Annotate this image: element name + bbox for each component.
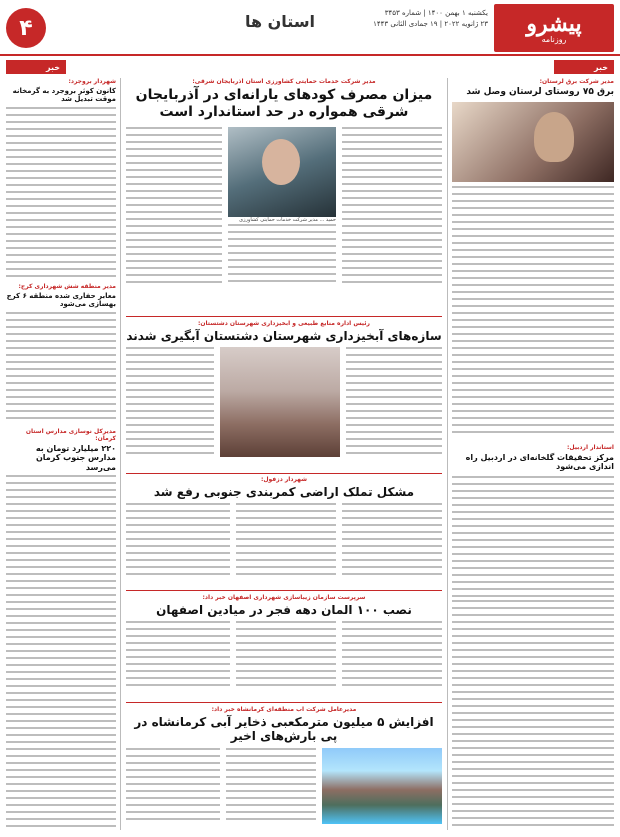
column-divider-left xyxy=(120,78,121,830)
lead-body-col1 xyxy=(342,127,442,287)
logo-subtitle: روزنامه xyxy=(541,34,567,44)
story-kermanshah xyxy=(126,706,442,832)
mid2-body-col3 xyxy=(126,503,230,578)
story-isfahan xyxy=(126,594,442,699)
mid3-body-col3 xyxy=(126,621,230,691)
dateline-line2: ۲۳ ژانویه ۲۰۲۲ | ۱۹ جمادی الثانی ۱۴۴۳ xyxy=(373,20,488,28)
strip-right-label: خبر xyxy=(593,62,608,72)
section-title: استان ها xyxy=(244,12,316,31)
lead-photo-face xyxy=(262,139,300,185)
lead-body-col3 xyxy=(126,127,222,287)
strip-left-label: خبر xyxy=(45,62,60,72)
left-a-headline[interactable]: کانون کوثر بروجرد به گرمخانه موقت تبدیل شد xyxy=(12,87,116,104)
mid3-body-col2 xyxy=(236,621,336,691)
lead-kicker: مدیر شرکت خدمات حمایتی کشاورزی استان آذربایجان شرقی: xyxy=(192,78,376,85)
page-number: ۴ xyxy=(6,8,46,48)
left-b-kicker: مدیر منطقه شش شهرداری کرج: xyxy=(18,282,116,290)
left-column xyxy=(6,78,116,830)
story-dezful xyxy=(126,476,442,586)
lead-body-col2b xyxy=(228,224,336,286)
divider-2 xyxy=(126,473,442,474)
mid4-body-col3 xyxy=(126,748,220,824)
story-dashtestan xyxy=(126,320,442,470)
mid1-kicker: رئیس اداره منابع طبیعی و آبخیزداری شهرستان دشتستان: xyxy=(198,320,370,327)
right-bottom-body xyxy=(452,600,614,830)
right-top-headline[interactable]: برق ۷۵ روستای لرستان وصل شد xyxy=(466,87,614,97)
page-header xyxy=(0,0,620,56)
mid3-kicker: سرپرست سازمان زیباسازی شهرداری اصفهان خبر داد: xyxy=(202,594,366,601)
left-c-headline[interactable]: ۲۲۰ میلیارد تومان به مدارس جنوب کرمان می‌رسد xyxy=(35,443,116,472)
mid3-headline[interactable]: نصب ۱۰۰ المان دهه فجر در میادین اصفهان xyxy=(156,603,412,617)
mid3-body-col1 xyxy=(342,621,442,691)
left-a-kicker: شهردار بروجرد: xyxy=(68,78,116,85)
mid4-kicker: مدیرعامل شرکت آب منطقه‌ای کرمانشاه خبر داد: xyxy=(211,706,357,713)
column-divider-right xyxy=(447,78,448,830)
left-a-body xyxy=(6,107,116,277)
mid4-photo xyxy=(322,748,442,824)
right-column xyxy=(452,78,614,598)
lead-photo xyxy=(228,127,336,217)
left-c-kicker: مدیرکل نوسازی مدارس استان کرمان: xyxy=(25,427,116,442)
lead-photo-caption: حمید ... مدیر شرکت خدمات حمایتی کشاورزی xyxy=(239,216,336,223)
mid1-body-col1 xyxy=(346,347,442,457)
divider-4 xyxy=(126,702,442,703)
lead-headline[interactable]: میزان مصرف کودهای یارانه‌ای در آذربایجان شرقی همواره در حد استاندارد است xyxy=(135,87,433,120)
left-c-body xyxy=(6,475,116,830)
right-top-kicker: مدیر شرکت برق لرستان: xyxy=(539,78,614,85)
mid4-headline[interactable]: افزایش ۵ میلیون مترمکعبی ذخایر آبی کرمانشاه در پی بارش‌های اخیر xyxy=(134,715,434,744)
news-strip-left xyxy=(6,60,66,74)
divider-3 xyxy=(126,590,442,591)
right-top-body xyxy=(452,186,614,436)
right-mid-body xyxy=(452,476,614,598)
right-mid-headline[interactable]: مرکز تحقیقات گلخانه‌ای در اردبیل راه اندازی می‌شود xyxy=(465,452,614,472)
lead-story xyxy=(126,78,442,313)
mid2-body-col2 xyxy=(236,503,336,578)
news-strip-right xyxy=(554,60,614,74)
divider-1 xyxy=(126,316,442,317)
right-mid-kicker: استاندار اردبیل: xyxy=(566,443,614,451)
mid2-body-col1 xyxy=(342,503,442,578)
masthead-logo[interactable] xyxy=(494,4,614,52)
portrait-face-shape xyxy=(534,112,574,162)
left-b-headline[interactable]: معابر حفاری شده منطقه ۶ کرج بهسازی می‌شود xyxy=(6,291,116,309)
mid1-body-col3 xyxy=(126,347,214,457)
left-b-body xyxy=(6,312,116,422)
dateline xyxy=(373,8,488,30)
mid4-body-col2 xyxy=(226,748,316,824)
mid2-headline[interactable]: مشکل تملک اراضی کمربندی جنوبی رفع شد xyxy=(153,485,415,499)
dateline-line1: یکشنبه ۱ بهمن ۱۴۰۰ | شماره ۳۴۵۳ xyxy=(384,9,488,17)
logo-text: پیشرو xyxy=(526,10,582,37)
mid1-headline[interactable]: سازه‌های آبخیزداری شهرستان دشتستان آبگیری شدند xyxy=(126,329,442,343)
mid1-photo xyxy=(220,347,340,457)
mid2-kicker: شهردار دزفول: xyxy=(260,476,308,483)
right-top-photo xyxy=(452,102,614,182)
